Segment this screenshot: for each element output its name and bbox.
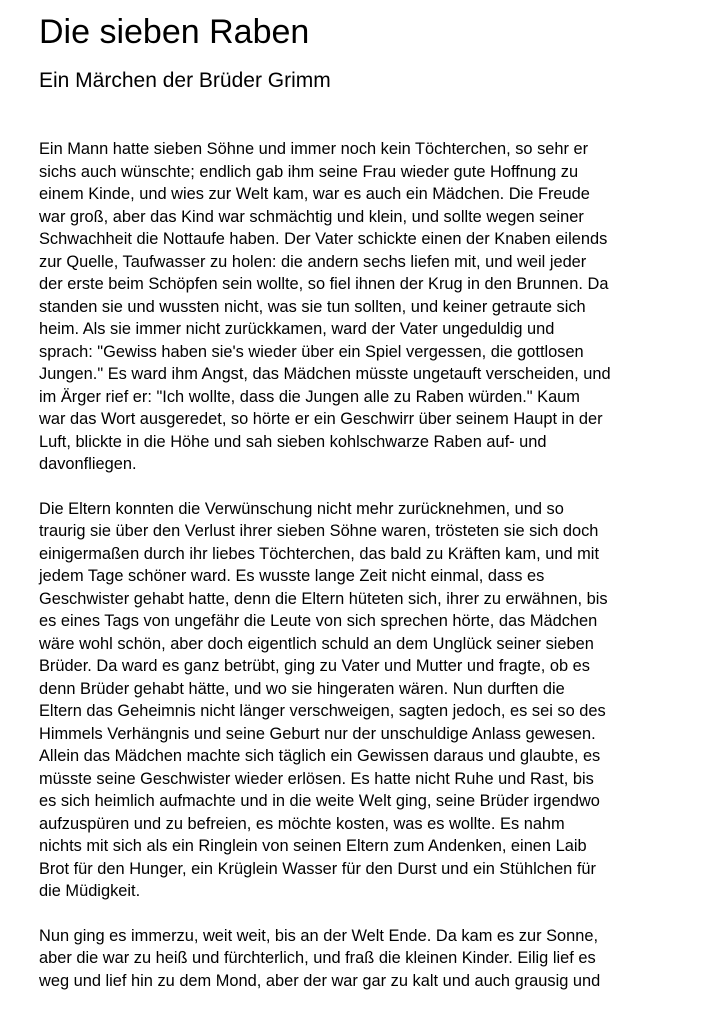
text-line: Schwachheit die Nottaufe haben. Der Vater schickte einen der Knaben eilends bbox=[39, 230, 608, 248]
text-line: im Ärger rief er: "Ich wollte, dass die Jungen alle zu Raben würden." Kaum bbox=[39, 387, 580, 406]
text-line: weg und lief hin zu dem Mond, aber der war gar zu kalt und auch grausig und bbox=[39, 971, 601, 990]
story-body bbox=[39, 138, 679, 1014]
text-line: heim. Als sie immer nicht zurückkamen, ward der Vater ungeduldig und bbox=[39, 320, 555, 338]
text-line: Luft, blickte in die Höhe und sah sieben kohlschwarze Raben auf- und bbox=[39, 432, 547, 451]
text-line: war groß, aber das Kind war schmächtig und klein, und sollte wegen seiner bbox=[39, 207, 584, 226]
text-line: zur Quelle, Taufwasser zu holen: die andern sechs liefen mit, und weil jeder bbox=[39, 252, 587, 271]
text-line: es sich heimlich aufmachte und in die weite Welt ging, seine Brüder irgendwo bbox=[39, 792, 600, 810]
text-line: Himmels Verhängnis und seine Geburt nur der unschuldige Anlass gewesen. bbox=[39, 724, 596, 743]
text-line: davonfliegen. bbox=[39, 455, 137, 473]
text-line: aufzuspüren und zu befreien, es möchte kosten, was es wollte. Es nahm bbox=[39, 814, 565, 833]
text-line: Die Eltern konnten die Verwünschung nicht mehr zurücknehmen, und so bbox=[39, 499, 564, 518]
text-line: die Müdigkeit. bbox=[39, 882, 141, 900]
text-line: einigermaßen durch ihr liebes Töchterchen, das bald zu Kräften kam, und mit bbox=[39, 544, 600, 563]
text-line: Allein das Mädchen machte sich täglich ein Gewissen daraus und glaubte, es bbox=[39, 747, 601, 765]
text-line: Eltern das Geheimnis nicht länger verschweigen, sagten jedoch, es sei so des bbox=[39, 702, 606, 720]
text-line: nichts mit sich als ein Ringlein von seinen Eltern zum Andenken, einen Laib bbox=[39, 837, 587, 855]
text-line: war das Wort ausgeredet, so hörte er ein Geschwirr über seinem Haupt in der bbox=[39, 410, 603, 428]
text-line: Brot für den Hunger, ein Krüglein Wasser für den Durst und ein Stühlchen für bbox=[39, 859, 596, 878]
page-title: Die sieben Raben bbox=[39, 13, 310, 51]
text-line: sichs auch wünschte; endlich gab ihm seine Frau wieder gute Hoffnung zu bbox=[39, 162, 579, 181]
page-subtitle: Ein Märchen der Brüder Grimm bbox=[39, 69, 331, 92]
text-line: einem Kinde, und wies zur Welt kam, war es auch ein Mädchen. Die Freude bbox=[39, 185, 590, 203]
text-line: traurig sie über den Verlust ihrer sieben Söhne waren, trösteten sie sich doch bbox=[39, 522, 599, 540]
text-line: Ein Mann hatte sieben Söhne und immer noch kein Töchterchen, so sehr er bbox=[39, 140, 589, 158]
text-line: Nun ging es immerzu, weit weit, bis an der Welt Ende. Da kam es zur Sonne, bbox=[39, 926, 599, 945]
text-line: es eines Tags von ungefähr die Leute von sich sprechen hörte, das Mädchen bbox=[39, 612, 598, 630]
story-paragraph bbox=[39, 498, 679, 903]
text-line: denn Brüder gehabt hätte, und wo sie hingeraten wären. Nun durften die bbox=[39, 679, 565, 698]
text-line: Jungen." Es ward ihm Angst, das Mädchen müsste ungetauft verscheiden, und bbox=[39, 365, 611, 383]
text-line: wäre wohl schön, aber doch eigentlich schuld an dem Unglück seiner sieben bbox=[39, 634, 594, 653]
text-line: sprach: "Gewiss haben sie's wieder über ein Spiel vergessen, die gottlosen bbox=[39, 342, 584, 361]
text-line: jedem Tage schöner ward. Es wusste lange Zeit nicht einmal, dass es bbox=[39, 567, 545, 585]
text-line: aber die war zu heiß und fürchterlich, und fraß die kleinen Kinder. Eilig lief es bbox=[39, 949, 596, 967]
text-line: müsste seine Geschwister wieder erlösen. Es hatte nicht Ruhe und Rast, bis bbox=[39, 769, 594, 788]
story-paragraph bbox=[39, 925, 679, 993]
text-line: Brüder. Da ward es ganz betrübt, ging zu Vater und Mutter und fragte, ob es bbox=[39, 657, 590, 675]
story-paragraph bbox=[39, 138, 679, 476]
text-line: der erste beim Schöpfen sein wollte, so fiel ihnen der Krug in den Brunnen. Da bbox=[39, 275, 609, 293]
text-line: Geschwister gehabt hatte, denn die Eltern hüteten sich, ihrer zu erwähnen, bis bbox=[39, 589, 608, 608]
text-line: standen sie und wussten nicht, was sie tun sollten, und keiner getraute sich bbox=[39, 297, 586, 316]
